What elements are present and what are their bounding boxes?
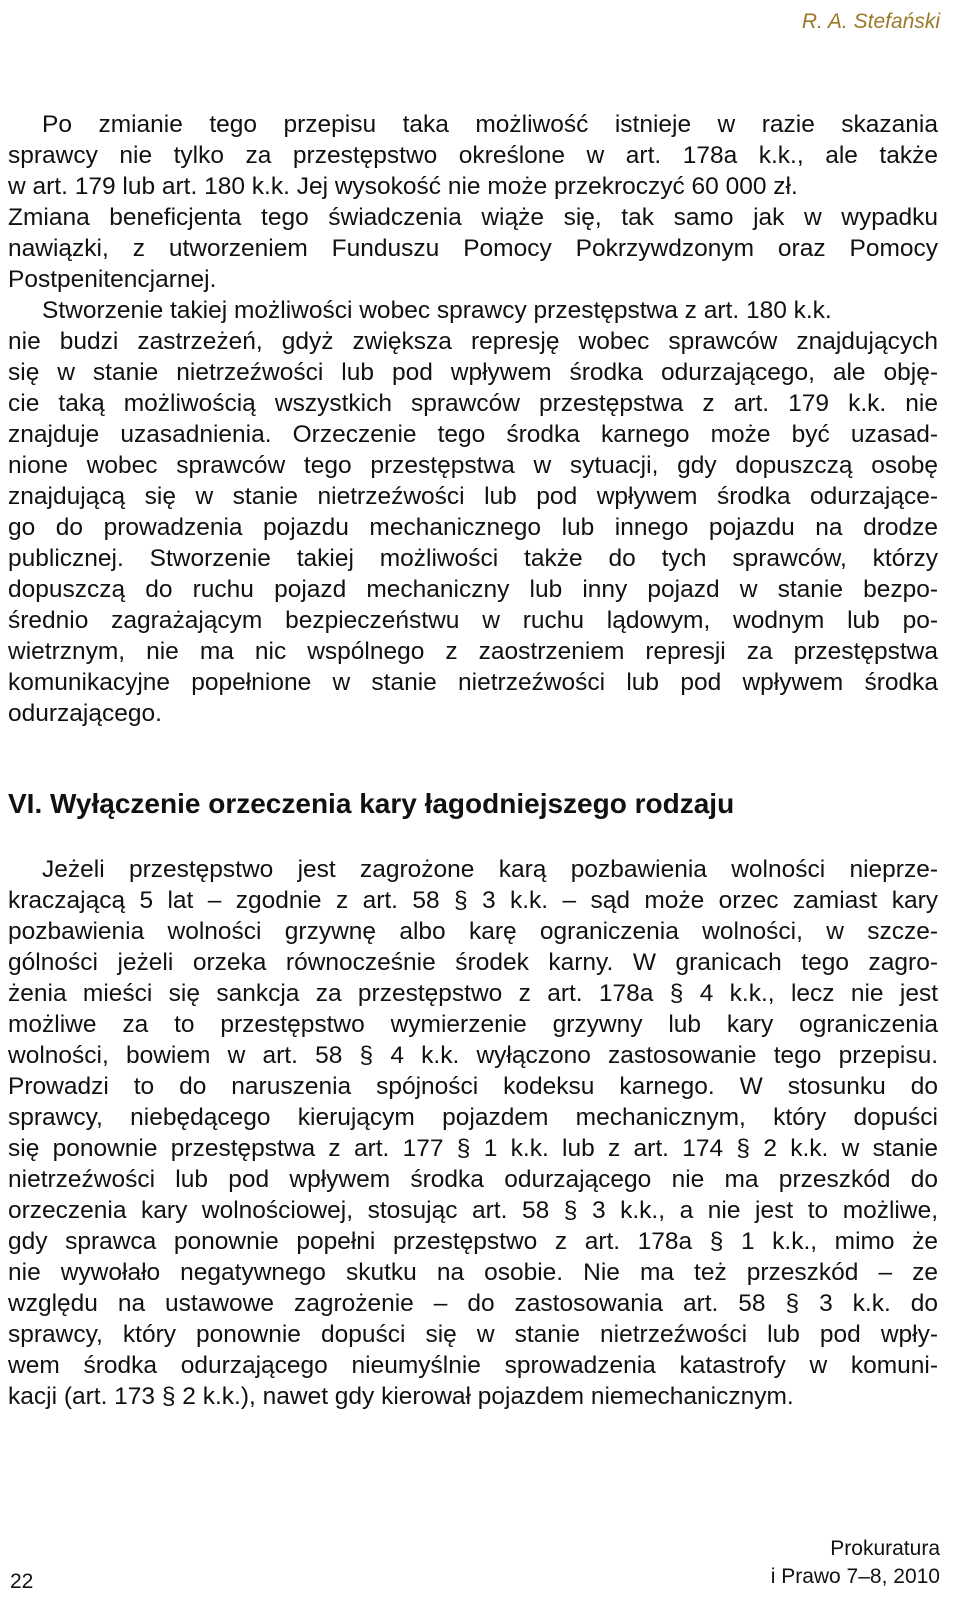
text-line: średnio zagrażającym bezpieczeństwu w ruchu lądowym, wodnym lub po- [8, 607, 938, 634]
text-line: go do prowadzenia pojazdu mechanicznego lub innego pojazdu na drodze [8, 514, 938, 541]
text-line: kacji (art. 173 § 2 k.k.), nawet gdy kierował pojazdem niemechanicznym. [8, 1383, 794, 1410]
text-line: gdy sprawca ponownie popełni przestępstwo z art. 178a § 1 k.k., mimo że [8, 1228, 938, 1255]
text-line: nawiązki, z utworzeniem Funduszu Pomocy Pokrzywdzonym oraz Pomocy [8, 235, 938, 262]
text-line: dopuszczą do ruchu pojazd mechaniczny lub inny pojazd w stanie bezpo- [8, 576, 938, 603]
journal-footer [771, 1535, 940, 1591]
text-line: Postpenitencjarnej. [8, 266, 217, 293]
text-line: Jeżeli przestępstwo jest zagrożone karą pozbawienia wolności nieprze- [42, 856, 938, 883]
journal-name: Prokuratura [830, 1537, 940, 1560]
text-line: nione wobec sprawców tego przestępstwa w sytuacji, gdy dopuszczą osobę [8, 452, 938, 479]
text-line: wietrznym, nie ma nic wspólnego z zaostrzeniem represji za przestępstwa [8, 638, 938, 665]
text-line: pozbawienia wolności grzywnę albo karę ograniczenia wolności, w szcze- [8, 918, 938, 945]
text-line: się w stanie nietrzeźwości lub pod wpływem środka odurzającego, ale obję- [8, 359, 938, 386]
text-line: się ponownie przestępstwa z art. 177 § 1 k.k. lub z art. 174 § 2 k.k. w stanie [8, 1135, 938, 1162]
text-line: Po zmianie tego przepisu taka możliwość istnieje w razie skazania [42, 111, 938, 138]
text-line: sprawcy, który ponownie dopuści się w stanie nietrzeźwości lub pod wpły- [8, 1321, 938, 1348]
journal-issue: i Prawo 7–8, 2010 [770, 1565, 940, 1588]
running-header-author: R. A. Stefański [801, 10, 940, 33]
text-line: znajdującą się w stanie nietrzeźwości lub pod wpływem środka odurzające- [8, 483, 938, 510]
section-heading: VI. Wyłączenie orzeczenia kary łagodniejszego rodzaju [8, 788, 735, 819]
text-line: sprawcy nie tylko za przestępstwo określone w art. 178a k.k., ale także [8, 142, 938, 169]
text-line: gólności jeżeli orzeka równocześnie środek karny. W granicach tego zagro- [8, 949, 938, 976]
text-line: kraczającą 5 lat – zgodnie z art. 58 § 3 k.k. – sąd może orzec zamiast kary [8, 887, 938, 914]
text-line: Zmiana beneficjenta tego świadczenia wiąże się, tak samo jak w wypadku [8, 204, 938, 231]
text-line: Stworzenie takiej możliwości wobec sprawcy przestępstwa z art. 180 k.k. [42, 297, 832, 324]
text-line: sprawcy, niebędącego kierującym pojazdem mechanicznym, który dopuści [8, 1104, 938, 1131]
text-line: nietrzeźwości lub pod wpływem środka odurzającego nie ma przeszkód do [8, 1166, 938, 1193]
text-line: publicznej. Stworzenie takiej możliwości także do tych sprawców, którzy [8, 545, 938, 572]
text-line: odurzającego. [8, 700, 162, 727]
text-line: nie budzi zastrzeżeń, gdyż zwiększa represję wobec sprawców znajdujących [8, 328, 938, 355]
text-line: orzeczenia kary wolnościowej, stosując art. 58 § 3 k.k., a nie jest to możliwe, [8, 1197, 938, 1224]
text-line: względu na ustawowe zagrożenie – do zastosowania art. 58 § 3 k.k. do [8, 1290, 938, 1317]
text-line: wolności, bowiem w art. 58 § 4 k.k. wyłączono zastosowanie tego przepisu. [8, 1042, 938, 1069]
text-line: w art. 179 lub art. 180 k.k. Jej wysokość nie może przekroczyć 60 000 zł. [8, 173, 798, 200]
page-number: 22 [10, 1570, 34, 1593]
text-line: Prowadzi to do naruszenia spójności kodeksu karnego. W stosunku do [8, 1073, 938, 1100]
text-line: nie wywołało negatywnego skutku na osobie. Nie ma też przeszkód – ze [8, 1259, 938, 1286]
text-line: cie taką możliwością wszystkich sprawców przestępstwa z art. 179 k.k. nie [8, 390, 938, 417]
text-line: komunikacyjne popełnione w stanie nietrzeźwości lub pod wpływem środka [8, 669, 938, 696]
text-line: możliwe za to przestępstwo wymierzenie grzywny lub kary ograniczenia [8, 1011, 938, 1038]
text-line: wem środka odurzającego nieumyślnie sprowadzenia katastrofy w komuni- [8, 1352, 938, 1379]
text-line: żenia mieści się sankcja za przestępstwo z art. 178a § 4 k.k., lecz nie jest [8, 980, 938, 1007]
text-line: znajduje uzasadnienia. Orzeczenie tego środka karnego może być uzasad- [8, 421, 938, 448]
